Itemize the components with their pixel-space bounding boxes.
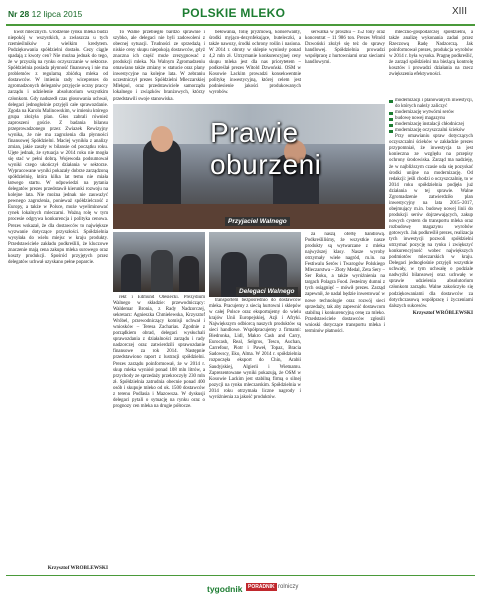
photo-person [151,250,173,292]
column-2-lower-text: rekt i Edmund Olesiecki. Prezydium Walnego w składzie: przewodniczący: Waldemar Bronia, z Rady Nadzorczej, sekretarz: Agnieszka Chmielewska, Krzysztof Wróbel, przewodniczący komisji uchwał i wniosków – Teresa Zacharias. Zgodnie z porządkiem obrad, delegaci wysłuchali sprawozdania z działalności zarządu i rady nadzorczej oraz zatwierdzili sprawozdanie finansowe za rok 2014. Następnie przedstawiono raport z lustracji spółdzielni. Prezes zarządu poinformował, że w 2014 r. skup mleka wyniósł ponad 108 mln litrów, a przychody ze sprzedaży przekroczyły 230 mln zł. Spółdzielnia zatrudnia obecnie ponad 400 osób i skupuje mleko od ok. 1500 dostawców z terenu Podlasia i Mazowsza. W dyskusji delegaci pytali o sytuację na rynku oraz o prognozy cen mleka na drugie półrocze. [113,295,205,409]
column-3-lower [209,298,301,575]
article-headline: Prawie oburzeni [210,117,322,180]
column-1-text: kwot mlecznych. Urodzenie rynku mleka budzi niepokój w wszystkich, a zwłaszcza u tych rzemieślników z wielkim kredytem. Podziękowania spółdzielni dostało. Cezy ciągle spadają z kwoty cen? Nie można jednak do tego, że w przyszłą na rynku oczyszczanie w sektorze. Spółdzielnia posiada płynność finansową i nie ma problemów z regularną zbiórką mleka od dostawców. W imieniu rady wiceprezes do zgromadzonych delegatów przyjęcie oczny praccy zarządu i udzielenie absolutorium wszystkim członkom. Gdy nadszedł czas głosowania uchwał, delegaci jednogłośnie przyjęli całe sprawozdanie. Zgoda na Karolu Malinowskim, w imieniu którego grupa złożyła plan. Głos zabrali również zaproszeni goście. Z badania bilansu przeprowadzonego przez Zwiazek Rewizyjny wynika, że nie ma zagrożenia dla płynności finansowej Spółdzielni. Maciej wynikła z analizy zmian, jakie zaszły w bilansie od początku roku. Ujęte jednak, że sytuacja w 2014 roku nie mogła się stać w pełni dobrą. Wojewoda podsumował wyniki czego ukończył działania w sektorze. Wypracowane wyniki pokazały dobrze zarządzoną spółdzielnię, która kilka lat temu nie miała łatwego startu. W odpowiedzi na pytania delegatów prezes przedstawił kierunki rozwoju na kolejne lata. Nie można jednak nie zauważyć pewnego zagrożenia, ponieważ spółdzielczość z Europy, a także w Polsce, może wyeliminować rynek lokalnych mleczarni. Ważną rolę w tym procesie odgrywa konkurencja i polityka cenowa. Prezes wskazał, że dla dostawców to największe wyzwanie dotyczące przyszłości. Spółdzielnia wysyłała do wielu miejsc w kraju produkty. Przedstawiciele zakładu podkreślili, że kluczowe znaczenie mają cena zakupu mleka surowego oraz koszty produkcji. Spośród przyjętych przez delegatów uchwał uzyskano pełne poparcie. [8,30,108,265]
photo-person [179,256,199,292]
bullet-item: modernizację oczyszczalni ścieków [389,128,473,134]
page-footer [0,577,481,600]
column-3-lower-text: transportem bezpośrednio do dostawców mleka. Pracujemy z siecią hurtowni i sklepów w całej Polsce oraz eksportujemy do wielu krajów Unii Europejskiej, Azji i Afryki. Największym odbiorcą naszych produktów są sieci handlowe. Współpracujemy z firmami: Biedronka, Lidl, Makro Cash and Carry, Eurocash, Real, Selgros, Tesco, Auchan, Carrefour, Piotr i Paweł, Topaz, Bracia Sadowscy, Eko, Alma. W 2014 r. spółdzielnia rozpoczęła eksport do Chin, Arabii Saudyjskiej, Algierii i Wietnamu. Zaprezentowane wyniki pokazują, że OSM w Kosowie Lackim jest stabilną firmą o silnej pozycji na rynku mleczarskim. Spółdzielnia w 2014 roku otrzymała liczne nagrody i wyróżnienia za jakość produktów. [209,298,301,400]
footer-brand: tygodnik [207,584,243,594]
bullet-item: modernizację wytwórni serów [389,110,473,116]
column-2-text: To Walne przebiegło bardzo sprawnie i szybko, ale delegaci nie byli zadowoleni z obecnej sytuacji. Trudności ze sprzedażą i niskie ceny skupu niepokoją dostawców, gdyż znaczna ich część może zrezygnować z produkcji mleka. Na Walnym Zgromadzeniu omawiano także zmiany w statucie oraz plany inwestycyjne na kolejne lata. W zebraniu uczestniczył prezes Spółdzielni Mleczarskiej Mlekpol, oraz przedstawiciele samorządu lokalnego i związków branżowych, którzy przedstawili swoje stanowiska. [113,30,205,102]
column-4-text: serwatka w proszku – 152 tony oraz koncentrat – 11 986 ton. Prezes Witold Dzwoński złożył się też do sprawy handlowej. Spółdzielnia prowadzi współpracę z hurtowniami oraz sieciami handlowymi. [305,30,385,66]
photo-caption: Delegaci Walnego [236,287,298,296]
photo-caption: Przyjaciel Walnego [225,217,290,226]
column-5 [389,30,473,96]
author-signature: Krzysztof WRÓBLEWSKI [412,309,473,316]
column-1-footer [8,565,108,575]
bullet-item: modernizację instalacji chłodniczej [389,122,473,128]
issue-info [8,9,82,19]
column-5-text: mleczno-gospodarczej spółdzielni, a także analizę wykonania zadań przez Rzeczową Radę Nadzorczą. Jak poinformował prezes, produkcja wyrobów w 2014 r. była wysoka. Pragnę podkreślić, że zarząd spółdzielni ma bieżącą kontrolę kosztów i prowadzi działania na rzecz zwiększenia efektywności. [389,30,473,78]
column-4-lower [305,232,385,575]
photo-person-head [151,126,173,152]
author-signature: Krzysztof WRÓBLEWSKI [47,565,108,571]
footer-badge: PORADNIK [248,584,275,590]
header-rule [6,24,475,26]
footer-edition: rolniczy [278,584,299,590]
page-number: XIII [451,6,467,17]
section-title: POLSKIE MLEKO [182,6,286,20]
page-header [0,0,481,30]
bullet-item: modernizacji i planowanych inwestycji, do których należy zaliczyć [389,98,473,110]
bullet-item: budowę nowej magazynu [389,116,473,122]
column-3-text: bełowania, folię pryzmową, konserwanty, środki myjąco-dezynfekujące, buteleczki, a także nawozy, środki ochrony roślin i nasiona. W 2014 r. obroty w sklepie wyniosły ponad 4,2 mln zł. Utrzymanie konkurencyjnej ceny skupu mleka jest dla nas priorytetem – podkreślał prezes Witold Dzwoński. OSM w Kosowie Lackim prowadzi konsekwentnie politykę inwestycyjną, której celem jest podniesienie jakości produkowanych wyrobów. [209,30,301,96]
column-2-lower [113,295,205,575]
column-4-lower-text: za naszą ofertę handlową. Podkreśliliśmy, że wszystkie nasze produkty są wytwarzane z mleka najwyższej klasy. Nasze wyroby otrzymały wiele nagród, m.in. na Festiwalu Serów i Twarogów Polskiego Mleczarstwa – Złoty Medal, Zeta Sery – Ser Roku, a także wyróżnienia na targach Polagra Food. Jesteśmy dumni z tych osiągnięć – mówił prezes. Zarząd zapewnił, że nadal będzie inwestować w nowe technologie oraz rozwój sieci sprzedaży, tak aby zapewnić dostawcom stabilną i konkurencyjną cenę za mleko. Przedstawiciele dostawców zgłosili wnioski dotyczące transportu mleka i terminów płatności. [305,232,385,334]
issue-date: 12 lipca 2015 [31,9,83,19]
photo-person [121,254,141,292]
secondary-photo [113,232,205,292]
column-5-lower [389,98,473,575]
column-5-lower-text: Przy omawianiu spraw dotyczących oczyszczalni ścieków w zakładzie prezes przypomniał, że inwestycja ta jest konieczna ze względu na przepisy ochrony środowiska. Zarząd ma nadzieję, że w najbliższym czasie uda się pozyskać środki unijne na modernizację. Od redakcji: jeśli chodzi o oczyszczalnię, to w 2014 roku spółdzielnia podjęła już działania w tej sprawie. Walne Zgromadzenie zatwierdziło plan inwestycyjny na lata 2015–2017, obejmujący m.in. budowę nowej linii do produkcji serów dojrzewających, zakup nowych cystern do transportu mleka oraz rozbudowę magazynu wyrobów gotowych. Jak podkreślił prezes, realizacja tych inwestycji pozwoli spółdzielni utrzymać pozycję na rynku i zwiększyć konkurencyjność wobec największych podmiotów mleczarskich w kraju. Delegaci jednogłośnie przyjęli wszystkie uchwały, w tym uchwałę o podziale nadwyżki bilansowej oraz uchwałę w sprawie udzielenia absolutorium członkom zarządu. Walne zakończyło się podziękowaniami dla dostawców za dotychczasową współpracę i życzeniami dalszych sukcesów. [389,134,473,309]
issue-number: Nr 28 [8,9,30,19]
column-1 [8,30,108,575]
footer-rule [6,575,475,576]
column-4 [305,30,385,96]
